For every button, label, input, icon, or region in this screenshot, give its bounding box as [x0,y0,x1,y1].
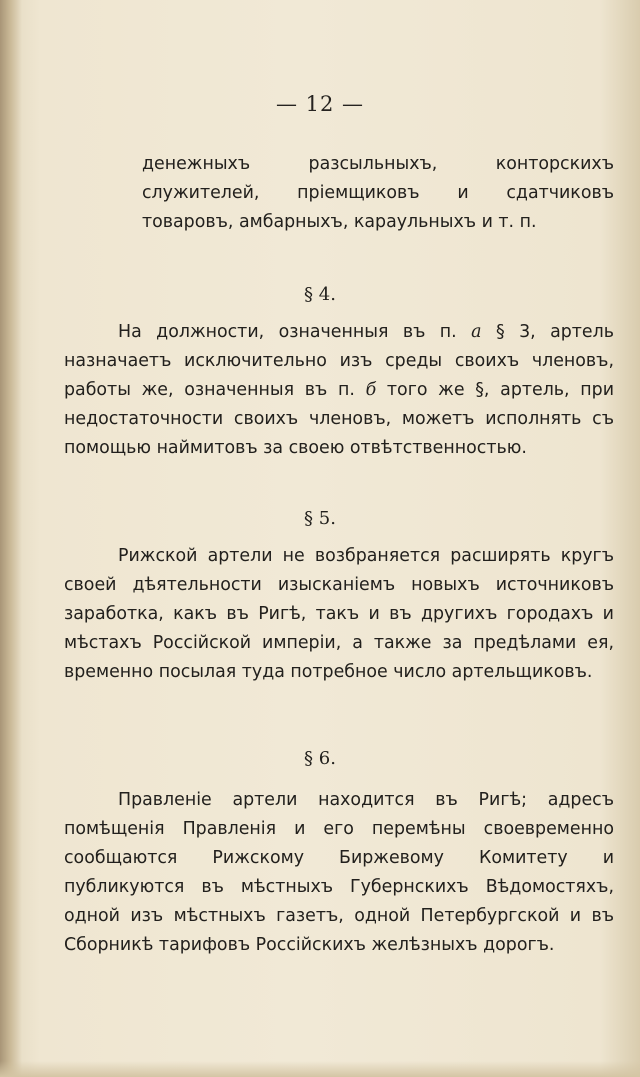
section-5-text: Рижской артели не возбраняется расширять кругъ своей дѣятельности изысканіемъ новыхъ источниковъ заработка, какъ въ Ригѣ, такъ и въ другихъ городахъ и мѣстахъ Россійской имперіи, а также за предѣлами ея, временно посылая туда потребное число артельщиковъ. [64,546,614,682]
section-4-text: На должности, означенныя въ п. а § 3, артель назначаетъ исключительно изъ среды своихъ членовъ, работы же, означенныя въ п. б того же §, артель, при недостаточности своихъ членовъ, можетъ исполнять съ помощью наймитовъ за своею отвѣтственностью. [64,322,614,458]
page-number: — 12 — [275,92,365,116]
page-bottom-edge [0,1061,640,1077]
section-5-paragraph [64,542,614,687]
top-paragraph [64,150,614,237]
section-6-text: Правленіе артели находится въ Ригѣ; адресъ помѣщенія Правленія и его перемѣны своевременно сообщаются Рижскому Биржевому Комитету и публикуются въ мѣстныхъ Губернскихъ Вѣдомостяхъ, одной изъ мѣстныхъ газетъ, одной Петербургской и въ Сборникѣ тарифовъ Россійскихъ желѣзныхъ дорогъ. [64,790,614,955]
section-5-heading: § 5. [304,508,336,529]
section-4-paragraph [64,318,614,463]
section-6-paragraph [64,786,614,960]
section-4-heading: § 4. [304,284,336,305]
page-binding-shadow [0,0,22,1077]
top-paragraph-text: денежныхъ разсыльныхъ, конторскихъ служителей, пріемщиковъ и сдатчиковъ товаровъ, амбарныхъ, караульныхъ и т. п. [142,154,614,232]
section-6-heading: § 6. [304,748,336,769]
